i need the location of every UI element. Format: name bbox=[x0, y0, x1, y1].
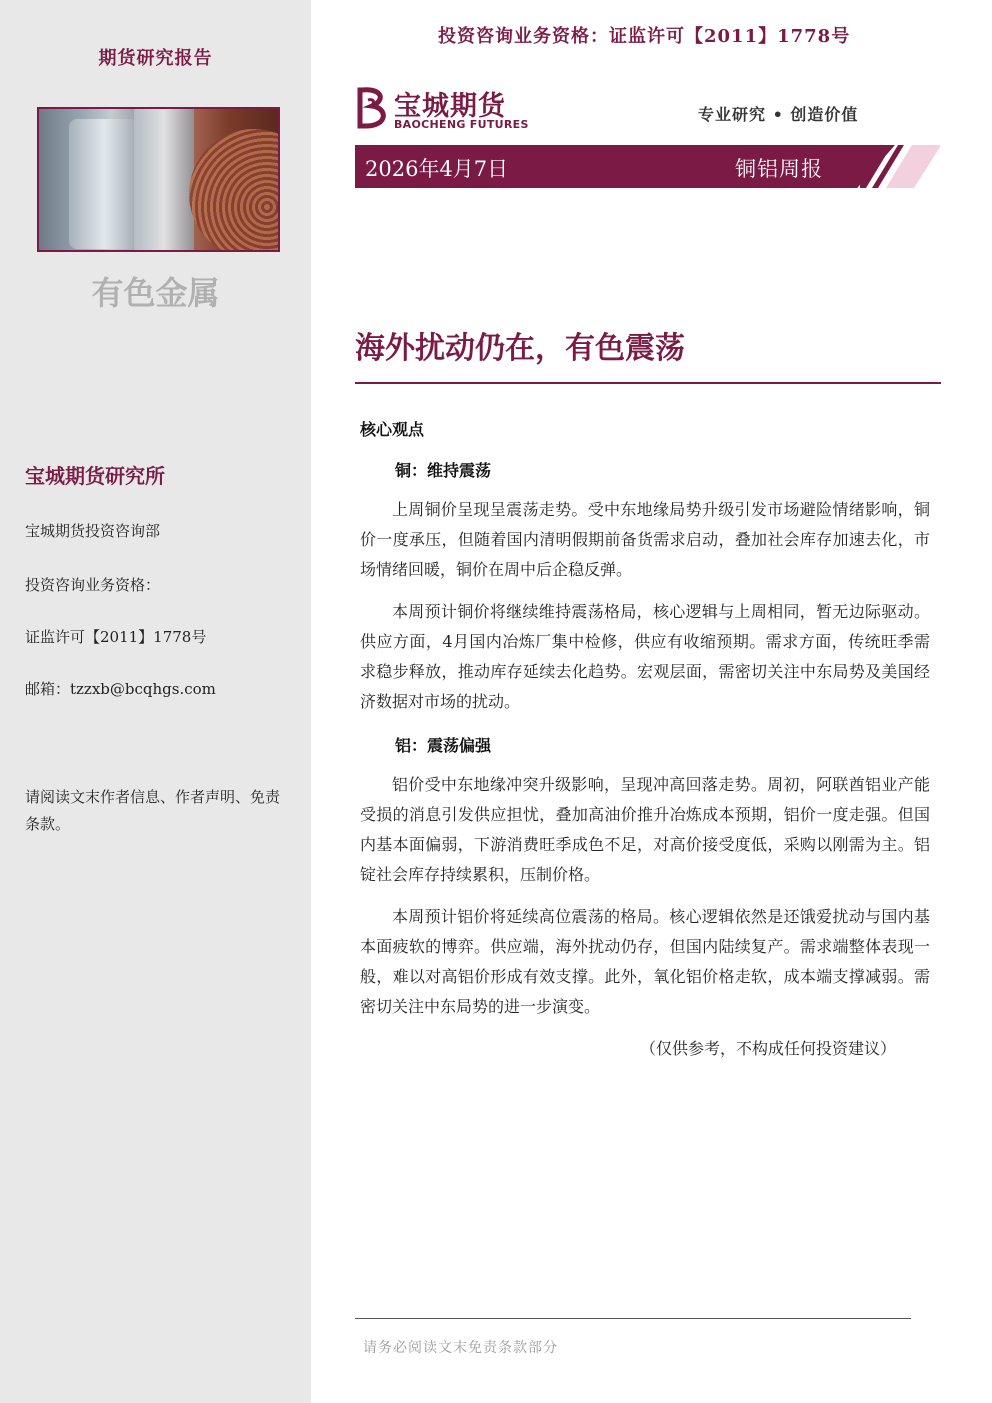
department-name: 宝城期货投资咨询部 bbox=[25, 522, 161, 540]
notice: 请阅读文末作者信息、作者声明、免责条款。 bbox=[25, 788, 281, 833]
category-label: 有色金属 bbox=[91, 274, 220, 312]
sidebar bbox=[0, 0, 311, 1403]
footer-divider bbox=[355, 1318, 911, 1319]
main-title: 海外扰动仍在，有色震荡 bbox=[355, 331, 685, 366]
report-type: 铜铝周报 bbox=[735, 157, 823, 181]
metal-photo bbox=[37, 107, 280, 252]
header-license: 投资咨询业务资格：证监许可【2011】1778号 bbox=[438, 26, 851, 47]
report-label: 期货研究报告 bbox=[98, 48, 213, 69]
footer-text: 请务必阅读文末免责条款部分 bbox=[363, 1340, 558, 1356]
disclaimer-note: （仅供参考，不构成任何投资建议） bbox=[640, 1039, 897, 1058]
copper-heading: 铜：维持震荡 bbox=[395, 461, 492, 480]
copper-paragraph-1: 上周铜价呈现呈震荡走势。受中东地缘局势升级引发市场避险情绪影响，铜价一度承压，但随着国内清明假期前备货需求启动，叠加社会库存加速去化，市场情绪回暖，铜价在周中后企稳反弹。 bbox=[360, 500, 930, 579]
license-number: 证监许可【2011】1778号 bbox=[25, 628, 207, 646]
aluminum-paragraph-2: 本周预计铝价将延续高位震荡的格局。核心逻辑依然是还饿爱扰动与国内基本面疲软的博弈。供应端，海外扰动仍存，但国内陆续复产。需求端整体表现一般，难以对高铝价形成有效支撑。此外，氧化铝价格走软，成本端支撑减弱。需密切关注中东局势的进一步演变。 bbox=[360, 907, 930, 1016]
title-divider bbox=[355, 382, 941, 384]
copper-paragraph-2: 本周预计铜价将继续维持震荡格局，核心逻辑与上周相同，暂无边际驱动。供应方面，4月国内冶炼厂集中检修，供应有收缩预期。需求方面，传统旺季需求稳步释放，推动库存延续去化趋势。宏观层面，需密切关注中东局势及美国经济数据对市场的扰动。 bbox=[360, 602, 930, 711]
logo-text-cn: 宝城期货 bbox=[394, 91, 506, 122]
institute-name: 宝城期货研究所 bbox=[25, 464, 165, 488]
decorative-stripes bbox=[860, 145, 940, 188]
aluminum-heading: 铝：震荡偏强 bbox=[395, 736, 492, 755]
slogan: 专业研究 • 创造价值 bbox=[698, 105, 859, 124]
logo-text-en: BAOCHENG FUTURES bbox=[394, 118, 529, 131]
baocheng-logo-icon bbox=[356, 86, 392, 130]
license-label: 投资咨询业务资格： bbox=[25, 576, 161, 594]
aluminum-paragraph-1: 铝价受中东地缘冲突升级影响，呈现冲高回落走势。周初，阿联酋铝业产能受损的消息引发供应担忧，叠加高油价推升冶炼成本预期，铝价一度走强。但国内基本面偏弱，下游消费旺季成色不足，对高价接受度低，采购以刚需为主。铝锭社会库存持续累积，压制价格。 bbox=[360, 775, 930, 884]
core-heading: 核心观点 bbox=[360, 420, 425, 439]
email: 邮箱：tzzxb@bcqhgs.com bbox=[25, 680, 216, 698]
report-date: 2026年4月7日 bbox=[365, 157, 509, 181]
